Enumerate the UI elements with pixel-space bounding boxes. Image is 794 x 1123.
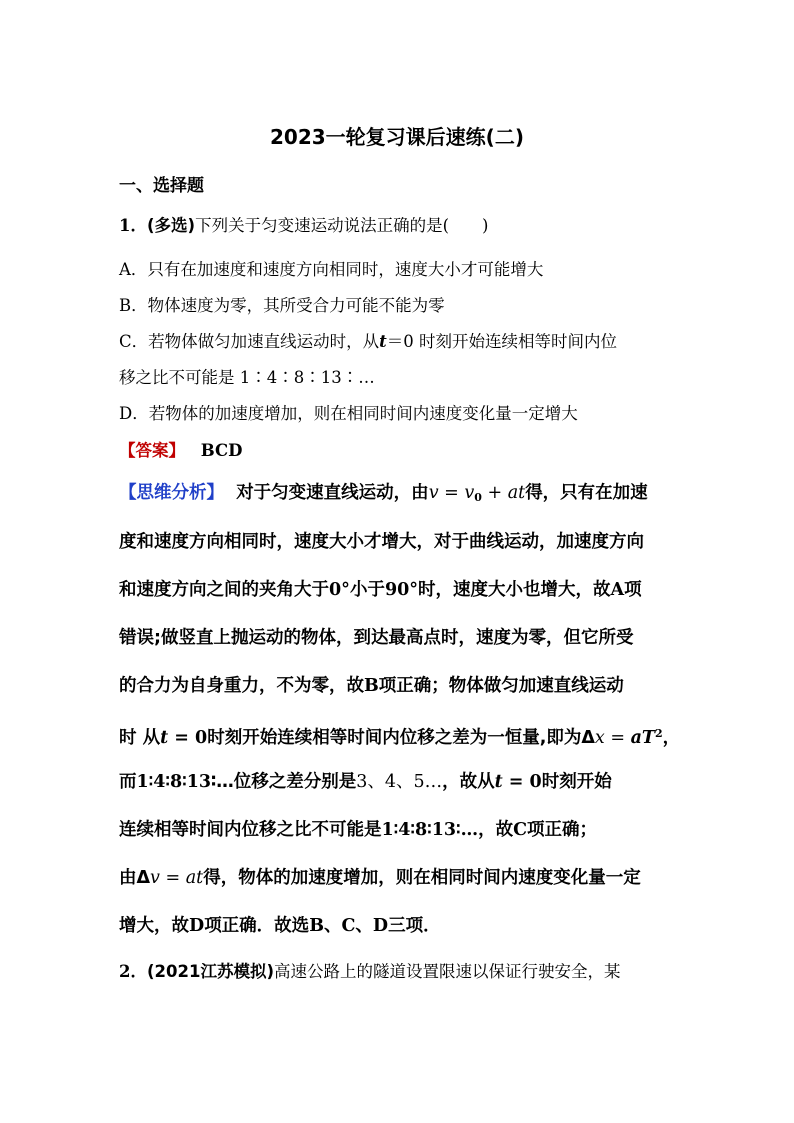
question-text: 高速公路上的隧道设置限速以保证行驶安全，某 (274, 962, 621, 981)
analysis-line-8: 连续相等时间内位移之比不可能是1∶4∶8∶13∶…，故C项正确； (119, 820, 598, 840)
option-c: C．若物体做匀加速直线运动时，从t＝0 时刻开始连续相等时间内位 (119, 332, 617, 351)
analysis-line-4: 错误;做竖直上抛运动的物体，到达最高点时，速度为零，但它所受 (119, 628, 634, 648)
answer-line (119, 439, 242, 463)
section-heading: 一、选择题 (119, 176, 204, 196)
analysis-line-6: 时 从t = 0时刻开始连续相等时间内位移之差为一恒量,即为$\Delta x = aT^2$， (119, 727, 681, 748)
option-b: B．物体速度为零，其所受合力可能不能为零 (119, 296, 445, 315)
answer-value: BCD (200, 441, 243, 460)
analysis-line-1: 【思维分析】 对于匀变速直线运动，由$v = v_0$ + at得，只有在加速 (119, 483, 648, 504)
question-source: (2021江苏模拟) (146, 962, 274, 981)
option-c-continued: 移之比不可能是 1∶4∶8∶13∶… (119, 368, 375, 387)
analysis-line-2: 度和速度方向相同时，速度大小才增大，对于曲线运动，加速度方向 (119, 532, 644, 552)
answer-label: 【答案】 (119, 441, 185, 460)
analysis-line-5: 的合力为自身重力，不为零，故B项正确；物体做匀加速直线运动 (119, 676, 624, 696)
question-tag: (多选) (146, 216, 196, 235)
option-d: D．若物体的加速度增加，则在相同时间内速度变化量一定增大 (119, 404, 578, 423)
question-text: 下列关于匀变速运动说法正确的是( ) (195, 216, 489, 235)
question-2-stem (119, 960, 621, 984)
page-title: 2023一轮复习课后速练(二) (270, 125, 524, 149)
analysis-line-3: 和速度方向之间的夹角大于0°小于90°时，速度大小也增大，故A项 (119, 580, 642, 600)
analysis-line-7: 而1∶4∶8∶13∶…位移之差分别是3、4、5…，故从t = 0时刻开始 (119, 772, 612, 792)
analysis-line-10: 增大，故D项正确．故选B、C、D三项． (119, 916, 441, 936)
question-number: 2． (119, 962, 147, 981)
analysis-label: 【思维分析】 (119, 483, 224, 503)
option-a: A．只有在加速度和速度方向相同时，速度大小才可能增大 (119, 260, 544, 279)
question-1-stem (119, 214, 488, 238)
question-number: 1． (119, 216, 147, 235)
analysis-line-9: 由Δv = at得，物体的加速度增加，则在相同时间内速度变化量一定 (119, 868, 641, 888)
